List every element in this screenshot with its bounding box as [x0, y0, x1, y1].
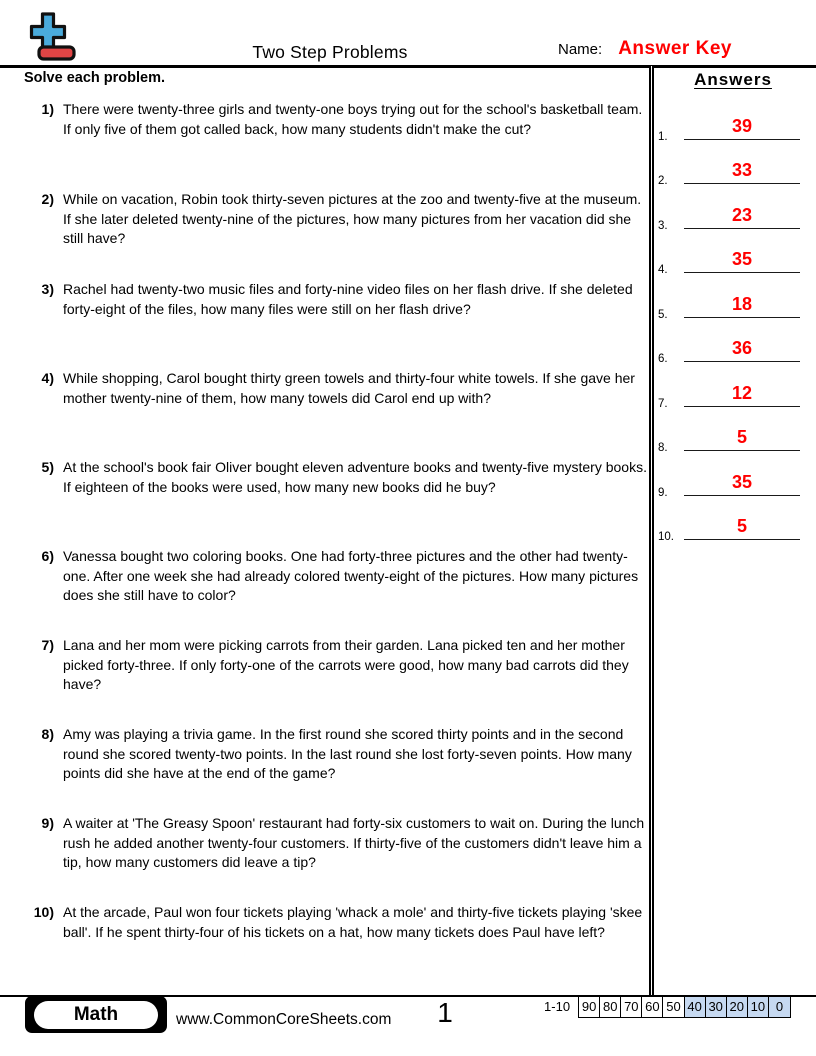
- answer-row-4: [658, 247, 800, 276]
- answer-value: 33: [684, 158, 800, 184]
- answer-number: 8.: [658, 442, 668, 454]
- answer-row-2: [658, 158, 800, 187]
- answer-row-5: [658, 292, 800, 321]
- header-divider-line: [0, 65, 816, 68]
- problem-number: 2): [41, 191, 54, 207]
- answer-number: 1.: [658, 131, 668, 143]
- problem-text: At the arcade, Paul won four tickets playing 'whack a mole' and thirty-five tickets playing 'skee ball'. If he spent thirty-four of his tickets on a hat, how many tickets does Paul have left?: [63, 904, 643, 940]
- score-cell-80: 80: [600, 997, 621, 1017]
- problem-number: 10): [33, 904, 54, 920]
- subject-badge-label: Math: [34, 1001, 158, 1029]
- answer-value: 36: [684, 336, 800, 362]
- problem-item-3: [28, 280, 648, 319]
- answer-row-3: [658, 203, 800, 232]
- answer-value: 35: [684, 470, 800, 496]
- answer-row-9: [658, 470, 800, 499]
- problem-number: 6): [41, 548, 54, 564]
- score-cell-10: 10: [748, 997, 769, 1017]
- answer-number: 10.: [658, 531, 674, 543]
- page-number: 1: [437, 997, 453, 1028]
- problem-number: 4): [41, 370, 54, 386]
- problem-item-8: [28, 725, 648, 784]
- page-title: Two Step Problems: [252, 42, 408, 62]
- problem-item-4: [28, 369, 648, 408]
- problem-text: While shopping, Carol bought thirty green towels and thirty-four white towels. If she gave her mother twenty-nine of them, how many towels did Carol end up with?: [63, 370, 635, 406]
- answer-number: 2.: [658, 175, 668, 187]
- answer-key-text: Answer Key: [618, 38, 732, 59]
- score-cell-70: 70: [621, 997, 642, 1017]
- score-cell-50: 50: [663, 997, 684, 1017]
- answer-row-6: [658, 336, 800, 365]
- plus-minus-math-logo-icon: [18, 10, 80, 66]
- answers-heading: Answers: [694, 70, 772, 89]
- problem-text: A waiter at 'The Greasy Spoon' restaurant had forty-six customers to wait on. During the lunch rush he added another twenty-four customers. If thirty-five of the customers didn't leave him a tip, how many customers did leave a tip?: [63, 815, 645, 870]
- problem-number: 7): [41, 637, 54, 653]
- problem-item-5: [28, 458, 648, 497]
- answer-value: 39: [684, 114, 800, 140]
- problem-item-2: [28, 190, 648, 249]
- problem-number: 8): [41, 726, 54, 742]
- answer-number: 3.: [658, 220, 668, 232]
- problem-text: There were twenty-three girls and twenty-one boys trying out for the school's basketball team. If only five of them got called back, how many students didn't make the cut?: [63, 101, 643, 137]
- subject-badge: [25, 996, 167, 1033]
- problem-number: 3): [41, 281, 54, 297]
- answer-value: 5: [684, 514, 800, 540]
- answer-row-7: [658, 381, 800, 410]
- instructions-text: Solve each problem.: [24, 70, 166, 86]
- problem-number: 9): [41, 815, 54, 831]
- answer-value: 18: [684, 292, 800, 318]
- score-cell-40: 40: [685, 997, 706, 1017]
- score-table: [578, 996, 791, 1018]
- answer-value: 23: [684, 203, 800, 229]
- answer-number: 9.: [658, 487, 668, 499]
- answer-number: 4.: [658, 264, 668, 276]
- problem-text: At the school's book fair Oliver bought eleven adventure books and twenty-five mystery books. If eighteen of the books were used, how many new books did he buy?: [63, 459, 647, 495]
- name-area: [558, 38, 732, 60]
- score-cell-30: 30: [706, 997, 727, 1017]
- problem-number: 5): [41, 459, 54, 475]
- problem-item-7: [28, 636, 648, 695]
- problem-text: Amy was playing a trivia game. In the first round she scored thirty points and in the second round she scored twenty-two points. In the last round she lost forty-seven points. How many points did she have at the end of the game?: [63, 726, 632, 781]
- problem-text: Vanessa bought two coloring books. One had forty-three pictures and the other had twenty-one. After one week she had already colored twenty-eight of the pictures. How many pictures does she still have to color?: [63, 548, 639, 603]
- score-cell-20: 20: [727, 997, 748, 1017]
- answer-number: 6.: [658, 353, 668, 365]
- problem-text: While on vacation, Robin took thirty-seven pictures at the zoo and twenty-five at the museum. If she later deleted twenty-nine of the pictures, how many pictures from her vacation did she still have?: [63, 191, 642, 246]
- score-cell-0: 0: [769, 997, 790, 1017]
- answers-column-divider: [649, 66, 654, 996]
- answer-row-1: [658, 114, 800, 143]
- answer-row-10: [658, 514, 800, 543]
- score-range-label: 1-10: [544, 999, 571, 1014]
- problem-item-1: [28, 100, 648, 139]
- website-url: www.CommonCoreSheets.com: [176, 1011, 392, 1028]
- score-cell-90: 90: [579, 997, 600, 1017]
- answer-row-8: [658, 425, 800, 454]
- problem-text: Rachel had twenty-two music files and forty-nine video files on her flash drive. If she deleted forty-eight of the files, how many files were still on her flash drive?: [63, 281, 633, 317]
- answer-number: 7.: [658, 398, 668, 410]
- score-strip: [544, 996, 791, 1018]
- plus-minus-icon: [18, 10, 80, 66]
- problem-item-10: [28, 903, 648, 942]
- answer-value: 5: [684, 425, 800, 451]
- problem-item-6: [28, 547, 648, 606]
- problem-text: Lana and her mom were picking carrots from their garden. Lana picked ten and her mother picked forty-three. If only forty-one of the carrots were good, how many bad carrots did they have?: [63, 637, 629, 692]
- problem-number: 1): [41, 101, 54, 117]
- answer-value: 12: [684, 381, 800, 407]
- name-label: Name:: [558, 41, 603, 58]
- problem-item-9: [28, 814, 648, 873]
- score-cell-60: 60: [642, 997, 663, 1017]
- answer-value: 35: [684, 247, 800, 273]
- answer-number: 5.: [658, 309, 668, 321]
